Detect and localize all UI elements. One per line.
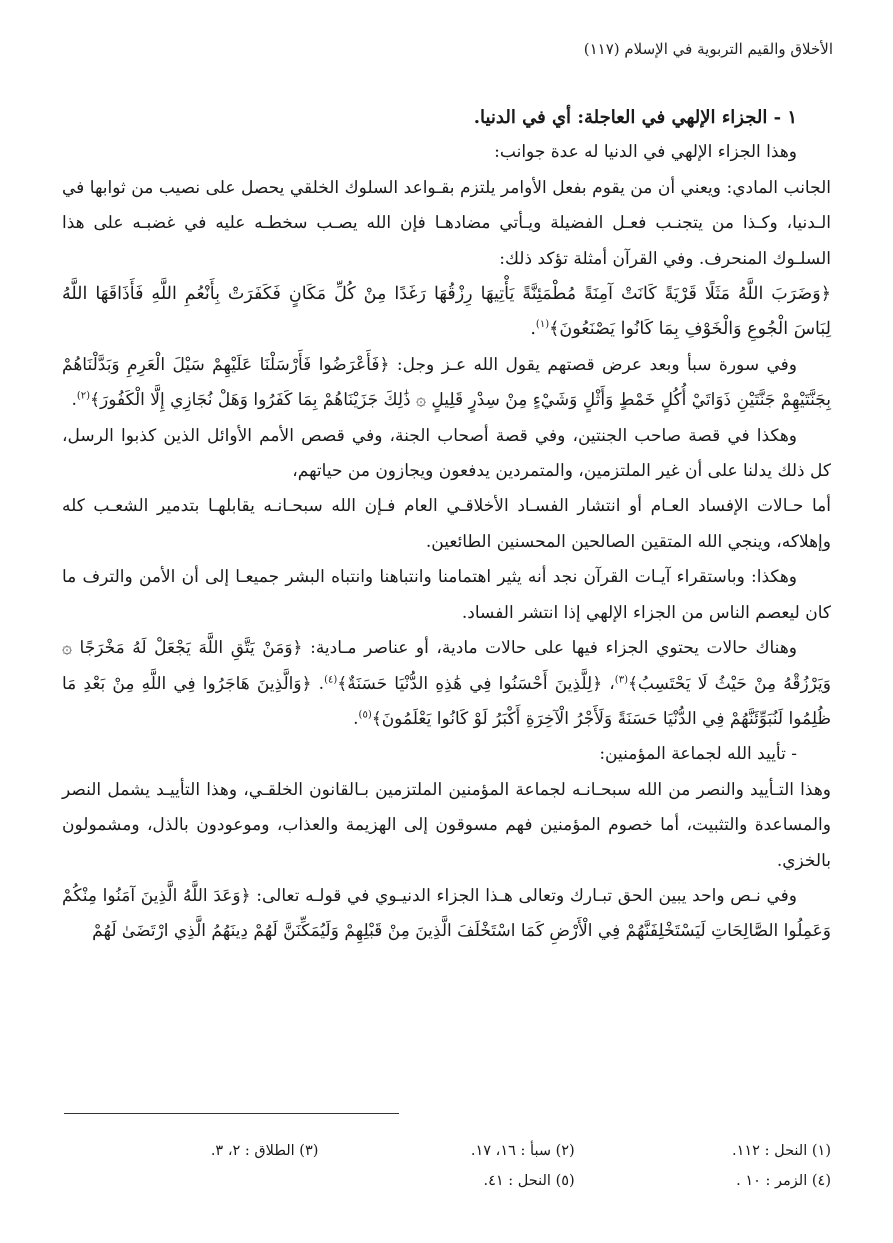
- paragraph-text: وهناك حالات يحتوي الجزاء فيها على حالات مادية، أو عناصر مـادية: ﴿وَمَنْ يَتَّقِ اللَّهَ يَجْعَلْ لَهُ مَخْرَجًا ۞ وَيَرْزُقْهُ مِنْ حَيْثُ لَا يَحْتَسِبُ﴾: [62, 638, 831, 694]
- footnote: (٢) سبأ : ١٦، ١٧.: [470, 1143, 575, 1159]
- paragraph-text: ، ﴿لِلَّذِينَ أَحْسَنُوا فِي هَٰذِهِ الدُّنْيَا حَسَنَةٌ﴾: [337, 673, 615, 694]
- paragraph: وفي نـص واحد يبين الحق تبـارك وتعالى هـذا الجزاء الدنيـوي في قولـه تعالى: ﴿وَعَدَ اللَّهُ الَّذِينَ آمَنُوا مِنْكُمْ وَعَمِلُوا الصَّالِحَاتِ لَيَسْتَخْلِفَنَّهُمْ فِي الْأَرْضِ كَمَا اسْتَخْلَفَ الَّذِينَ مِنْ قَبْلِهِمْ وَلَيُمَكِّنَنَّ لَهُمْ دِينَهُمُ الَّذِي ارْتَضَىٰ لَهُمْ: [62, 885, 831, 942]
- subheading: - تأييد الله لجماعة المؤمنين:: [599, 744, 797, 765]
- paragraph-text: .: [353, 708, 359, 729]
- footnote-ref: (٣): [614, 673, 628, 685]
- footnote-ref: (١): [535, 319, 550, 331]
- paragraph: الجانب المادي: ويعني أن من يقوم بفعل الأوامر يلتزم بقـواعد السلوك الخلقي يحصل على نصيب من ثوابها في الـدنيا، وكـذا من يتجنـب فعـل الفضيلة ويـأتي مضادهـا فإن الله يصـب سخطـه عليه في غضبـه على هذا السلـوك المنحرف. وفي القرآن أمثلة تؤكد ذلك:: [62, 177, 831, 269]
- paragraph-text: . ﴿وَالَّذِينَ هَاجَرُوا فِي اللَّهِ مِنْ بَعْدِ مَا ظُلِمُوا لَنُبَوِّئَنَّهُمْ فِي الدُّنْيَا حَسَنَةً وَلَأَجْرُ الْآخِرَةِ أَكْبَرُ لَوْ كَانُوا يَعْلَمُونَ﴾: [62, 673, 831, 729]
- footnote-divider: [64, 1113, 399, 1114]
- footnotes: [62, 1136, 831, 1196]
- running-header: الأخلاق والقيم التربوية في الإسلام (١١٧): [583, 40, 833, 58]
- paragraph: أما حـالات الإفساد العـام أو انتشار الفسـاد الأخلاقـي العام فـإن الله سبحـانـه يقابلهـا بتدمير الشعـب كله وإهلاكه، وينجي الله المتقين الصالحين المحسنين الطائعين.: [62, 496, 831, 552]
- footnote: (٥) النحل : ٤١.: [483, 1173, 575, 1189]
- footnote-row: [62, 1136, 831, 1166]
- footnote: (١) النحل : ١١٢.: [732, 1143, 831, 1159]
- quran-verse: ﴿وَضَرَبَ اللَّهُ مَثَلًا قَرْيَةً كَانَتْ آمِنَةً مُطْمَئِنَّةً يَأْتِيهَا رِزْقُهَا رَغَدًا مِنْ كُلِّ مَكَانٍ فَكَفَرَتْ بِأَنْعُمِ اللَّهِ فَأَذَاقَهَا اللَّهُ لِبَاسَ الْجُوعِ وَالْخَوْفِ بِمَا كَانُوا يَصْنَعُونَ﴾$^{(١)}$.: [62, 284, 831, 340]
- paragraph: وهذا التـأييد والنصر من الله سبحـانـه لجماعة المؤمنين الملتزمين بـالقانون الخلقـي، وهذا التأييـد يشمل النصر والمساعدة والتثبيت، أما خصوم المؤمنين فهم مسوقون إلى الهزيمة والعذاب، وموعودون بالذل، ومشمولون بالخزي.: [62, 779, 831, 871]
- footnote-ref: (٤): [324, 673, 338, 685]
- paragraph: [62, 631, 831, 737]
- main-text: [62, 100, 831, 950]
- paragraph: وهكذا في قصة صاحب الجنتين، وفي قصة أصحاب الجنة، وفي قصص الأمم الأوائل الذين كذبوا الرسل، كل ذلك يدلنا على أن غير الملتزمين، والمتمردين يدفعون ويجازون من حياتهم،: [62, 425, 831, 482]
- footnote-row: [62, 1166, 831, 1196]
- verse-text: ﴿وَضَرَبَ اللَّهُ مَثَلًا قَرْيَةً كَانَتْ آمِنَةً مُطْمَئِنَّةً يَأْتِيهَا رِزْقُهَا رَغَدًا مِنْ كُلِّ مَكَانٍ فَكَفَرَتْ بِأَنْعُمِ اللَّهِ فَأَذَاقَهَا اللَّهُ لِبَاسَ الْجُوعِ وَالْخَوْفِ بِمَا كَانُوا يَصْنَعُونَ﴾: [62, 284, 831, 340]
- section-heading: ١ - الجزاء الإلهي في العاجلة: أي في الدنيا.: [473, 107, 797, 128]
- paragraph-text: وفي سورة سبأ وبعد عرض قصتهم يقول الله عـز وجل: ﴿فَأَعْرَضُوا فَأَرْسَلْنَا عَلَيْهِمْ سَيْلَ الْعَرِمِ وَبَدَّلْنَاهُمْ بِجَنَّتَيْهِمْ جَنَّتَيْنِ ذَوَاتَيْ أُكُلٍ خَمْطٍ وَأَثْلٍ وَشَيْءٍ مِنْ سِدْرٍ قَلِيلٍ ۞ ذَٰلِكَ جَزَيْنَاهُمْ بِمَا كَفَرُوا وَهَلْ نُجَازِي إِلَّا الْكَفُورَ﴾: [62, 354, 831, 411]
- paragraph: وهكذا: وباستقراء آيـات القرآن نجد أنه يثير اهتمامنا وانتباهنا وانتباه البشر جميعـا إلى أن الأمن والترف ما كان ليعصم الناس من الجزاء الإلهي إذا انتشر الفساد.: [62, 567, 831, 623]
- footnote: (٣) الطلاق : ٢، ٣.: [210, 1143, 319, 1159]
- footnote: (٤) الزمر : ١٠ .: [736, 1173, 831, 1189]
- paragraph: وهذا الجزاء الإلهي في الدنيا له عدة جوانب:: [494, 142, 797, 163]
- footnote-ref: (٢): [76, 390, 91, 402]
- paragraph: وفي سورة سبأ وبعد عرض قصتهم يقول الله عـز وجل: ﴿فَأَعْرَضُوا فَأَرْسَلْنَا عَلَيْهِمْ سَيْلَ الْعَرِمِ وَبَدَّلْنَاهُمْ بِجَنَّتَيْهِمْ جَنَّتَيْنِ ذَوَاتَيْ أُكُلٍ خَمْطٍ وَأَثْلٍ وَشَيْءٍ مِنْ سِدْرٍ قَلِيلٍ ۞ ذَٰلِكَ جَزَيْنَاهُمْ بِمَا كَفَرُوا وَهَلْ نُجَازِي إِلَّا الْكَفُورَ﴾$^{(٢)}$.: [62, 354, 831, 411]
- footnote-ref: (٥): [358, 709, 372, 721]
